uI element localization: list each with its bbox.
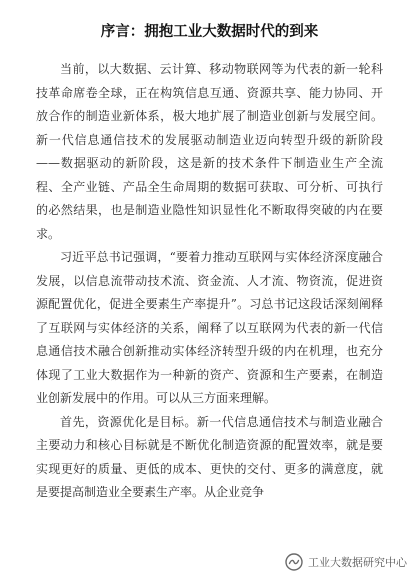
wechat-channel-icon [285, 553, 303, 571]
paragraph-2: 习近平总书记强调，“要着力推动互联网与实体经济深度融合发展，以信息流带动技术流、资金流、人才流、物资流，促进资源配置优化，促进全要素生产率提升”。习总书记这段话深刻阐释了互联网与实体经济的关系，阐释了以互联网为代表的新一代信息通信技术融合创新推动实体经济转型升级的内在机理，也充分体现了工业大数据作为一种新的资产、资源和生产要素，在制造业创新发展中的作用。可以从三方面来理解。 [36, 250, 383, 405]
paragraph-3: 首先，资源优化是目标。新一代信息通信技术与制造业融合主要动力和核心目标就是不断优化制造资源的配置效率，就是要实现更好的质量、更低的成本、更快的交付、更多的满意度，就是要提高制造业全要素生产率。从企业竞争 [36, 414, 383, 499]
paragraph-1: 当前，以大数据、云计算、移动物联网等为代表的新一轮科技革命席卷全球，正在构筑信息互通、资源共享、能力协同、开放合作的制造业新体系，极大地扩展了制造业创新与发展空间。新一代信息通信技术的发展驱动制造业迈向转型升级的新阶段——数据驱动的新阶段，这是新的技术条件下制造业生产全流程、全产业链、产品全生命周期的数据可获取、可分析、可执行的必然结果，也是制造业隐性知识显性化不断取得突破的内在要求。 [36, 62, 383, 241]
page-title: 序言：拥抱工业大数据时代的到来 [100, 24, 319, 40]
watermark [281, 551, 411, 573]
watermark-text: 工业大数据研究中心 [308, 556, 407, 569]
